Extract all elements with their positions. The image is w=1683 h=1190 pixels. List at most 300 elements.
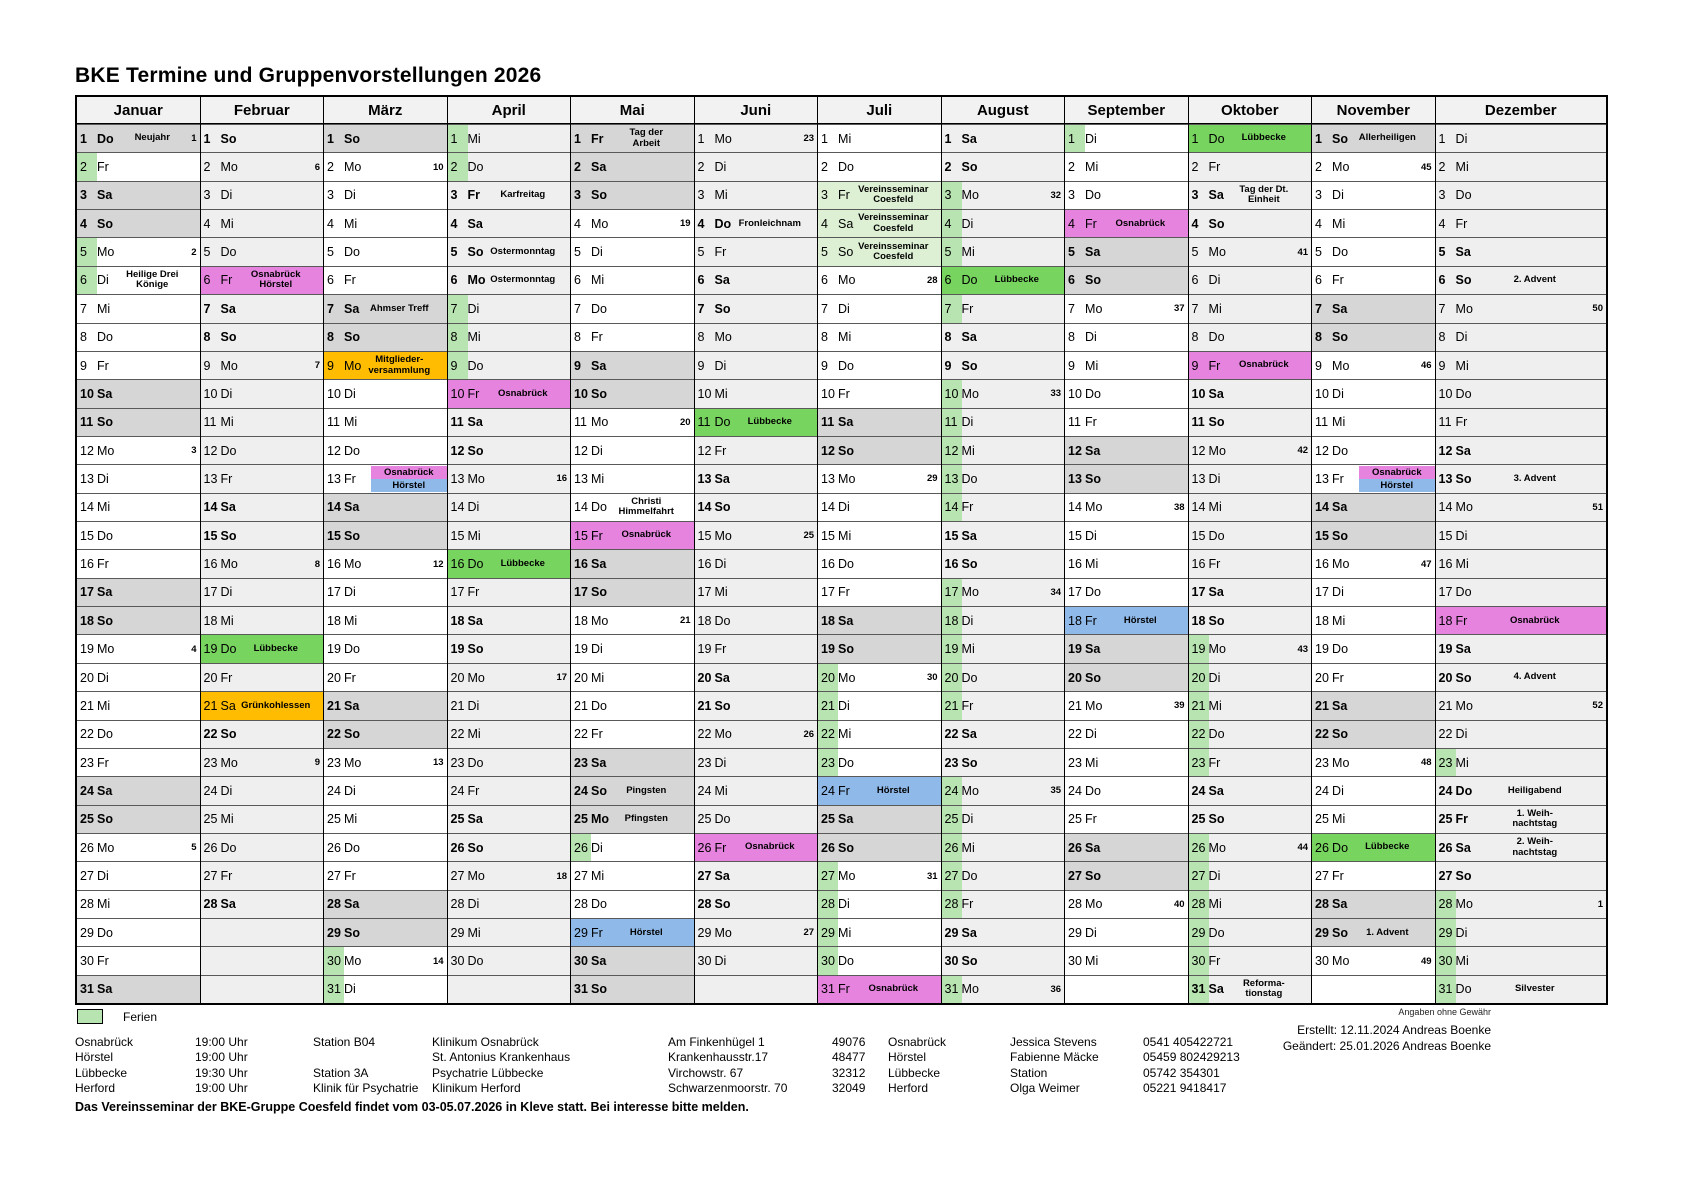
note-line: Reforma- xyxy=(1242,978,1285,990)
day-cell xyxy=(448,776,571,804)
day-note xyxy=(616,465,677,492)
day-cell xyxy=(1436,578,1606,606)
week-number xyxy=(924,777,941,804)
week-number xyxy=(1047,664,1064,691)
day-number: 20 xyxy=(327,670,341,685)
day-cell xyxy=(1312,124,1435,152)
weekday-label: Mi xyxy=(714,386,728,401)
weekday-label: Di xyxy=(838,698,850,713)
week-number xyxy=(183,947,200,974)
day-note xyxy=(1481,380,1589,407)
day-note xyxy=(122,919,183,946)
day-cell xyxy=(324,408,447,436)
week-number: 26 xyxy=(803,728,815,740)
created-modified-block xyxy=(1283,1022,1491,1054)
day-note xyxy=(1110,947,1171,974)
day-note xyxy=(490,238,556,265)
weekday-label: Sa xyxy=(1455,245,1471,260)
day-cell xyxy=(571,890,694,918)
day-note xyxy=(616,210,677,237)
weekday-label: Fr xyxy=(220,471,233,486)
weekday-label: Fr xyxy=(1208,358,1221,373)
day-note xyxy=(616,749,677,776)
week-number xyxy=(1589,862,1606,889)
day-number: 25 xyxy=(450,812,465,827)
day-cell xyxy=(1189,181,1312,209)
weekday-label: Mi xyxy=(220,415,234,430)
day-cell xyxy=(942,918,1065,946)
day-note xyxy=(493,806,554,833)
day-number: 16 xyxy=(80,557,94,572)
day-note xyxy=(616,607,677,634)
week-number xyxy=(924,494,941,521)
day-note xyxy=(493,550,554,577)
day-cell xyxy=(77,294,200,322)
week-number xyxy=(183,607,200,634)
weekday-label: Di xyxy=(1085,330,1097,345)
day-note xyxy=(246,834,307,861)
day-number: 21 xyxy=(80,698,94,713)
week-number xyxy=(1589,352,1606,379)
day-cell xyxy=(1189,379,1312,407)
day-note xyxy=(740,352,801,379)
day-note xyxy=(1357,437,1418,464)
day-cell xyxy=(1312,408,1435,436)
day-number: 25 xyxy=(942,806,962,833)
day-cell xyxy=(1436,748,1606,776)
day-cell xyxy=(1189,578,1312,606)
day-cell xyxy=(942,720,1065,748)
day-note xyxy=(1234,267,1295,294)
day-number: 20 xyxy=(574,670,588,685)
month-header: September xyxy=(1065,97,1188,124)
day-cell xyxy=(571,833,694,861)
day-note xyxy=(1110,891,1171,918)
note-line: Lübbecke xyxy=(747,416,792,428)
day-cell xyxy=(695,833,818,861)
week-number xyxy=(1589,380,1606,407)
weekday-label: Sa xyxy=(97,982,113,997)
month-column-november xyxy=(1312,97,1436,1003)
day-cell xyxy=(1189,890,1312,918)
day-cell xyxy=(324,720,447,748)
weekday-label: Di xyxy=(961,613,974,628)
weekday-label: Do xyxy=(838,358,855,373)
weekday-label: Do xyxy=(591,500,607,515)
day-number: 15 xyxy=(203,528,218,543)
day-number: 8 xyxy=(203,330,211,345)
day-cell xyxy=(571,436,694,464)
weekday-label: Sa xyxy=(344,897,360,912)
day-number: 23 xyxy=(944,755,959,770)
day-cell xyxy=(818,805,941,833)
weekday-label: Sa xyxy=(1208,386,1224,401)
day-note xyxy=(1481,210,1589,237)
day-note xyxy=(1110,607,1171,634)
weekday-label: Di xyxy=(961,415,974,430)
weekday-label: Fr xyxy=(1208,755,1221,770)
note-line: 2. Advent xyxy=(1513,274,1556,286)
weekday-label: Di xyxy=(1085,528,1097,543)
day-cell xyxy=(571,946,694,974)
week-number xyxy=(1047,721,1064,748)
day-number: 1 xyxy=(944,131,952,146)
week-number xyxy=(306,210,323,237)
day-cell xyxy=(77,493,200,521)
week-number xyxy=(677,834,694,861)
day-cell xyxy=(1312,578,1435,606)
weekday-label: Sa xyxy=(467,613,483,628)
day-number: 22 xyxy=(697,727,712,742)
week-number xyxy=(924,352,941,379)
day-number: 9 xyxy=(697,358,705,373)
day-note xyxy=(246,862,307,889)
week-number xyxy=(306,692,323,719)
day-number: 25 xyxy=(697,812,712,827)
empty-cell xyxy=(201,918,324,946)
week-number: 8 xyxy=(314,558,320,570)
day-number: 16 xyxy=(1068,557,1082,572)
month-header: Mai xyxy=(571,97,694,124)
day-number: 29 xyxy=(1189,919,1209,946)
week-number xyxy=(1589,182,1606,209)
day-number: 8 xyxy=(574,330,581,345)
day-note xyxy=(1357,664,1418,691)
day-note xyxy=(863,749,924,776)
weekday-label: So xyxy=(1085,273,1102,288)
day-number: 11 xyxy=(697,415,711,430)
day-note xyxy=(246,182,307,209)
day-number: 4 xyxy=(203,216,211,231)
day-cell xyxy=(818,578,941,606)
week-number xyxy=(430,352,447,379)
day-cell xyxy=(1189,266,1312,294)
day-note xyxy=(1234,579,1295,606)
weekday-label: Di xyxy=(1332,585,1344,600)
day-note xyxy=(493,437,554,464)
week-number: 14 xyxy=(432,955,444,967)
day-note xyxy=(987,919,1048,946)
week-number: 4 xyxy=(191,643,197,655)
week-number: 42 xyxy=(1297,445,1309,457)
day-cell xyxy=(818,521,941,549)
weekday-label: Mo xyxy=(467,471,485,486)
week-number xyxy=(924,579,941,606)
day-note xyxy=(246,579,307,606)
weekday-label: So xyxy=(961,954,978,969)
weekday-label: Do xyxy=(838,557,855,572)
day-cell xyxy=(324,181,447,209)
weekday-label: Mo xyxy=(961,188,979,203)
week-number xyxy=(677,947,694,974)
event-chip: Hörstel xyxy=(371,479,447,492)
day-note xyxy=(246,295,307,322)
day-cell xyxy=(324,890,447,918)
day-number: 11 xyxy=(574,415,587,430)
day-cell xyxy=(942,776,1065,804)
day-note xyxy=(246,324,307,351)
week-number xyxy=(1294,494,1311,521)
day-note xyxy=(369,437,430,464)
day-number: 20 xyxy=(80,670,94,685)
weekday-label: Mi xyxy=(591,869,605,884)
day-cell xyxy=(571,805,694,833)
weekday-label: Di xyxy=(961,812,974,827)
day-note xyxy=(1481,806,1589,833)
week-number xyxy=(1589,550,1606,577)
day-number: 14 xyxy=(1438,500,1453,515)
week-number xyxy=(1047,437,1064,464)
day-note xyxy=(246,664,307,691)
day-number: 21 xyxy=(1068,698,1082,713)
day-cell xyxy=(77,946,200,974)
day-number: 10 xyxy=(327,386,341,401)
day-number: 4 xyxy=(1068,216,1075,231)
day-cell xyxy=(201,663,324,691)
day-number: 24 xyxy=(80,783,94,798)
day-cell xyxy=(1189,549,1312,577)
day-cell xyxy=(1065,408,1188,436)
weekday-label: Mi xyxy=(838,131,852,146)
day-note xyxy=(1234,862,1295,889)
week-number xyxy=(306,409,323,436)
week-number: 39 xyxy=(1173,700,1185,712)
week-number xyxy=(1418,635,1435,662)
day-cell xyxy=(1436,351,1606,379)
week-number xyxy=(183,465,200,492)
weekday-label: Di xyxy=(220,188,233,203)
day-number: 6 xyxy=(821,273,828,288)
day-number: 30 xyxy=(818,947,838,974)
day-cell xyxy=(1065,606,1188,634)
week-number xyxy=(1171,409,1188,436)
weekday-label: Sa xyxy=(838,216,854,231)
day-number: 17 xyxy=(574,585,588,600)
weekday-label: Mo xyxy=(1085,500,1103,515)
day-cell xyxy=(818,351,941,379)
day-cell xyxy=(1312,691,1435,719)
week-number xyxy=(1418,834,1435,861)
day-note xyxy=(493,664,554,691)
day-number: 30 xyxy=(1189,947,1209,974)
day-note xyxy=(740,409,801,436)
weekday-label: Di xyxy=(591,245,603,260)
note-line: Neujahr xyxy=(134,132,170,144)
week-number xyxy=(1294,692,1311,719)
week-number xyxy=(1171,352,1188,379)
day-number: 13 xyxy=(697,471,712,486)
group-info-cell: 19:00 Uhr xyxy=(195,1050,248,1065)
week-number xyxy=(677,522,694,549)
day-note xyxy=(1110,352,1171,379)
note-line: Karfreitag xyxy=(500,189,546,201)
weekday-label: So xyxy=(220,727,237,742)
week-number xyxy=(183,210,200,237)
weekday-label: Di xyxy=(220,783,233,798)
note-line: 1. Weih- xyxy=(1516,807,1553,819)
day-cell xyxy=(77,549,200,577)
day-number: 2 xyxy=(448,153,468,180)
day-cell xyxy=(1312,294,1435,322)
day-note xyxy=(122,635,183,662)
weekday-label: Mo xyxy=(220,358,238,373)
day-number: 26 xyxy=(1068,840,1082,855)
week-number xyxy=(1294,664,1311,691)
day-number: 17 xyxy=(80,585,94,600)
weekday-label: Di xyxy=(1085,727,1097,742)
weekday-label: Mi xyxy=(344,216,358,231)
week-number xyxy=(1294,749,1311,776)
weekday-label: Fr xyxy=(97,755,109,770)
day-number: 27 xyxy=(1315,869,1329,884)
week-number xyxy=(430,437,447,464)
week-number xyxy=(1418,494,1435,521)
month-column-juni xyxy=(695,97,819,1003)
week-number xyxy=(924,806,941,833)
day-cell xyxy=(77,436,200,464)
day-cell xyxy=(571,266,694,294)
day-number: 13 xyxy=(942,465,962,492)
week-number xyxy=(430,380,447,407)
day-number: 28 xyxy=(697,897,712,912)
day-cell xyxy=(571,748,694,776)
week-number: 32 xyxy=(1050,189,1062,201)
weekday-label: Mo xyxy=(1208,443,1226,458)
day-cell xyxy=(818,379,941,407)
weekday-label: Mi xyxy=(220,216,234,231)
week-number xyxy=(924,721,941,748)
day-number: 2 xyxy=(203,160,211,175)
weekday-label: Do xyxy=(838,755,855,770)
day-note xyxy=(1357,635,1418,662)
day-number: 17 xyxy=(821,585,835,600)
weekday-label: Mo xyxy=(1332,557,1350,572)
day-cell xyxy=(571,464,694,492)
week-number xyxy=(1171,749,1188,776)
day-number: 7 xyxy=(80,301,87,316)
day-cell xyxy=(1312,833,1435,861)
day-cell xyxy=(1189,351,1312,379)
day-note xyxy=(1234,777,1295,804)
day-number: 24 xyxy=(821,783,835,798)
week-number xyxy=(924,153,941,180)
day-number: 14 xyxy=(203,500,218,515)
week-number xyxy=(800,664,817,691)
weekday-label: Sa xyxy=(1208,982,1224,997)
day-note xyxy=(369,494,430,521)
weekday-label: Fr xyxy=(220,670,233,685)
day-cell xyxy=(1189,152,1312,180)
day-cell xyxy=(818,861,941,889)
day-cell xyxy=(324,748,447,776)
week-number: 18 xyxy=(556,870,568,882)
day-cell xyxy=(1436,181,1606,209)
group-info-cell: St. Antonius Krankenhaus xyxy=(432,1050,571,1065)
day-number: 5 xyxy=(327,245,334,260)
day-note xyxy=(1357,295,1418,322)
week-number: 45 xyxy=(1420,161,1432,173)
day-cell xyxy=(942,975,1065,1003)
day-note xyxy=(1357,777,1418,804)
day-cell xyxy=(695,805,818,833)
group-info-cell: 19:00 Uhr xyxy=(195,1081,248,1096)
day-cell xyxy=(1189,663,1312,691)
week-number xyxy=(1589,664,1606,691)
day-number: 25 xyxy=(574,812,588,827)
day-number: 28 xyxy=(574,897,588,912)
day-note xyxy=(369,749,430,776)
day-cell xyxy=(201,436,324,464)
day-note xyxy=(740,153,801,180)
week-number: 5 xyxy=(191,842,197,854)
day-number: 4 xyxy=(942,210,962,237)
week-number xyxy=(924,891,941,918)
day-number: 6 xyxy=(1315,273,1322,288)
weekday-label: Mi xyxy=(1085,557,1099,572)
day-cell xyxy=(77,408,200,436)
week-number xyxy=(1294,352,1311,379)
week-number xyxy=(430,891,447,918)
day-number: 26 xyxy=(80,840,94,855)
day-cell xyxy=(818,606,941,634)
day-note xyxy=(1110,862,1171,889)
day-note xyxy=(1357,749,1418,776)
week-number: 43 xyxy=(1297,643,1309,655)
day-number: 21 xyxy=(1438,698,1453,713)
week-number xyxy=(553,267,570,294)
day-number: 16 xyxy=(327,557,341,572)
week-number xyxy=(183,153,200,180)
day-number: 3 xyxy=(697,188,705,203)
week-number xyxy=(1418,380,1435,407)
day-cell xyxy=(942,606,1065,634)
day-cell xyxy=(448,918,571,946)
day-number: 3 xyxy=(327,188,334,203)
week-number xyxy=(924,607,941,634)
day-note xyxy=(987,494,1048,521)
day-cell xyxy=(1312,379,1435,407)
day-cell xyxy=(324,634,447,662)
day-cell xyxy=(1312,918,1435,946)
day-cell xyxy=(1436,776,1606,804)
day-cell xyxy=(1189,861,1312,889)
day-number: 5 xyxy=(1068,245,1075,260)
weekday-label: Di xyxy=(1332,386,1344,401)
weekday-label: So xyxy=(344,131,360,146)
week-number xyxy=(677,891,694,918)
day-cell xyxy=(818,464,941,492)
day-cell xyxy=(77,464,200,492)
day-cell xyxy=(201,323,324,351)
week-number xyxy=(800,806,817,833)
note-line: Hörstel xyxy=(259,279,293,291)
week-number xyxy=(1171,267,1188,294)
day-number: 14 xyxy=(1068,500,1082,515)
day-number: 29 xyxy=(1436,919,1456,946)
day-number: 12 xyxy=(574,443,588,458)
weekday-label: Mi xyxy=(1455,358,1469,373)
day-cell xyxy=(324,464,447,492)
weekday-label: Di xyxy=(714,755,727,770)
weekday-label: Mi xyxy=(97,897,111,912)
week-number xyxy=(306,295,323,322)
weekday-label: Mi xyxy=(1455,954,1469,969)
weekday-label: Mo xyxy=(1455,897,1473,912)
week-number: 47 xyxy=(1420,558,1432,570)
day-number: 14 xyxy=(327,500,341,515)
weekday-label: Do xyxy=(1455,982,1472,997)
weekday-label: So xyxy=(1332,727,1349,742)
